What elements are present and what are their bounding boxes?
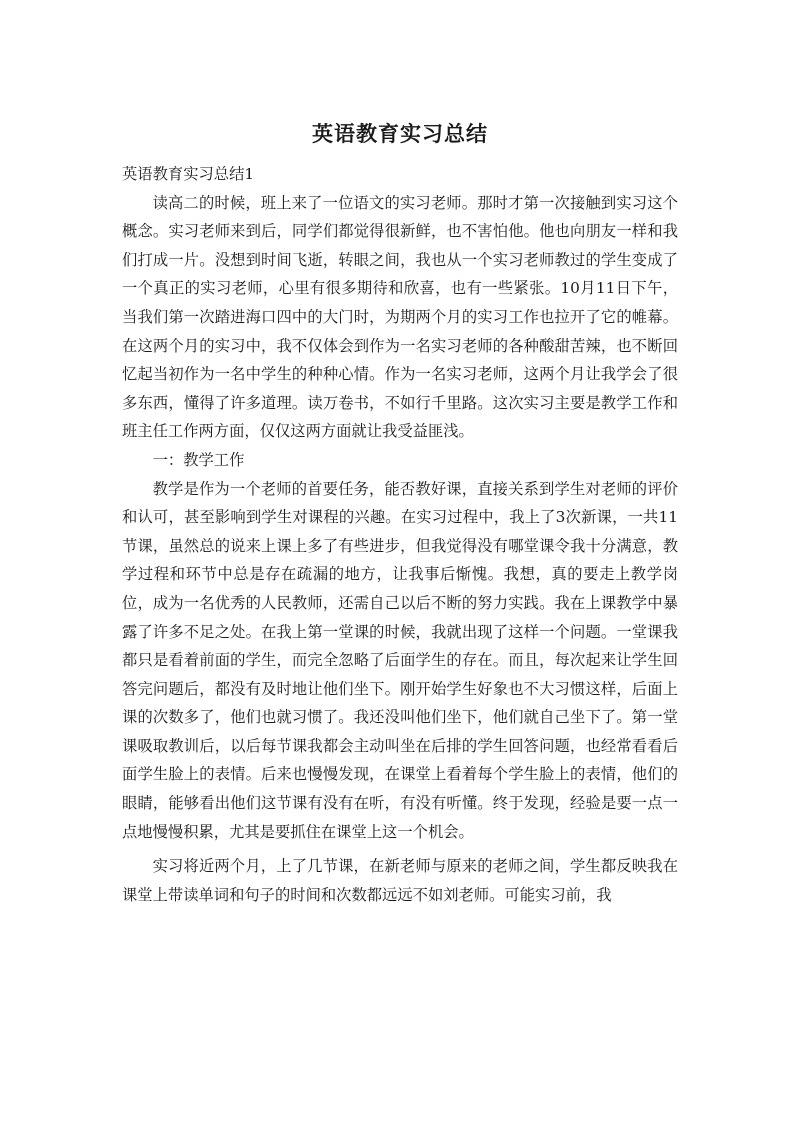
paragraph-practice: 实习将近两个月，上了几节课，在新老师与原来的老师之间，学生都反映我在课堂上带读单词和句子的时间和次数都远远不如刘老师。可能实习前，我	[122, 857, 678, 904]
document-title: 英语教育实习总结	[312, 122, 488, 146]
document-body	[122, 160, 678, 909]
section-heading-teaching: 一：教学工作	[152, 450, 245, 469]
paragraph-teaching: 教学是作为一个老师的首要任务，能否教好课，直接关系到学生对老师的评价和认可，甚至影响到学生对课程的兴趣。在实习过程中，我上了3次新课，一共11节课，虽然总的说来上课上多了有些进步，但我觉得没有哪堂课令我十分满意，教学过程和环节中总是存在疏漏的地方，让我事后惭愧。我想，真的要走上教学岗位，成为一名优秀的人民教师，还需自己以后不断的努力实践。我在上课教学中暴露了许多不足之处。在我上第一堂课的时候，我就出现了这样一个问题。一堂课我都只是看着前面的学生，而完全忽略了后面学生的存在。而且，每次起来让学生回答完问题后，都没有及时地让他们坐下。刚开始学生好象也不大习惯这样，后面上课的次数多了，他们也就习惯了。我还没叫他们坐下，他们就自己坐下了。第一堂课吸取教训后，以后每节课我都会主动叫坐在后排的学生回答问题，也经常看看后面学生脸上的表情。后来也慢慢发现，在课堂上看着每个学生脸上的表情，他们的眼睛，能够看出他们这节课有没有在听，有没有听懂。终于发现，经验是要一点一点地慢慢积累，尤其是要抓住在课堂上这一个机会。	[122, 479, 678, 841]
section-subtitle: 英语教育实习总结1	[122, 165, 255, 183]
paragraph-intro: 读高二的时候，班上来了一位语文的实习老师。那时才第一次接触到实习这个概念。实习老师来到后，同学们都觉得很新鲜，也不害怕他。他也向朋友一样和我们打成一片。没想到时间飞逝，转眼之间，我也从一个实习老师教过的学生变成了一个真正的实习老师，心里有很多期待和欣喜，也有一些紧张。10月11日下午，当我们第一次踏进海口四中的大门时，为期两个月的实习工作也拉开了它的帷幕。在这两个月的实习中，我不仅体会到作为一名实习老师的各种酸甜苦辣，也不断回忆起当初作为一名中学生的种种心情。作为一名实习老师，这两个月让我学会了很多东西，懂得了许多道理。读万卷书，不如行千里路。这次实习主要是教学工作和班主任工作两方面，仅仅这两方面就让我受益匪浅。	[122, 193, 678, 441]
